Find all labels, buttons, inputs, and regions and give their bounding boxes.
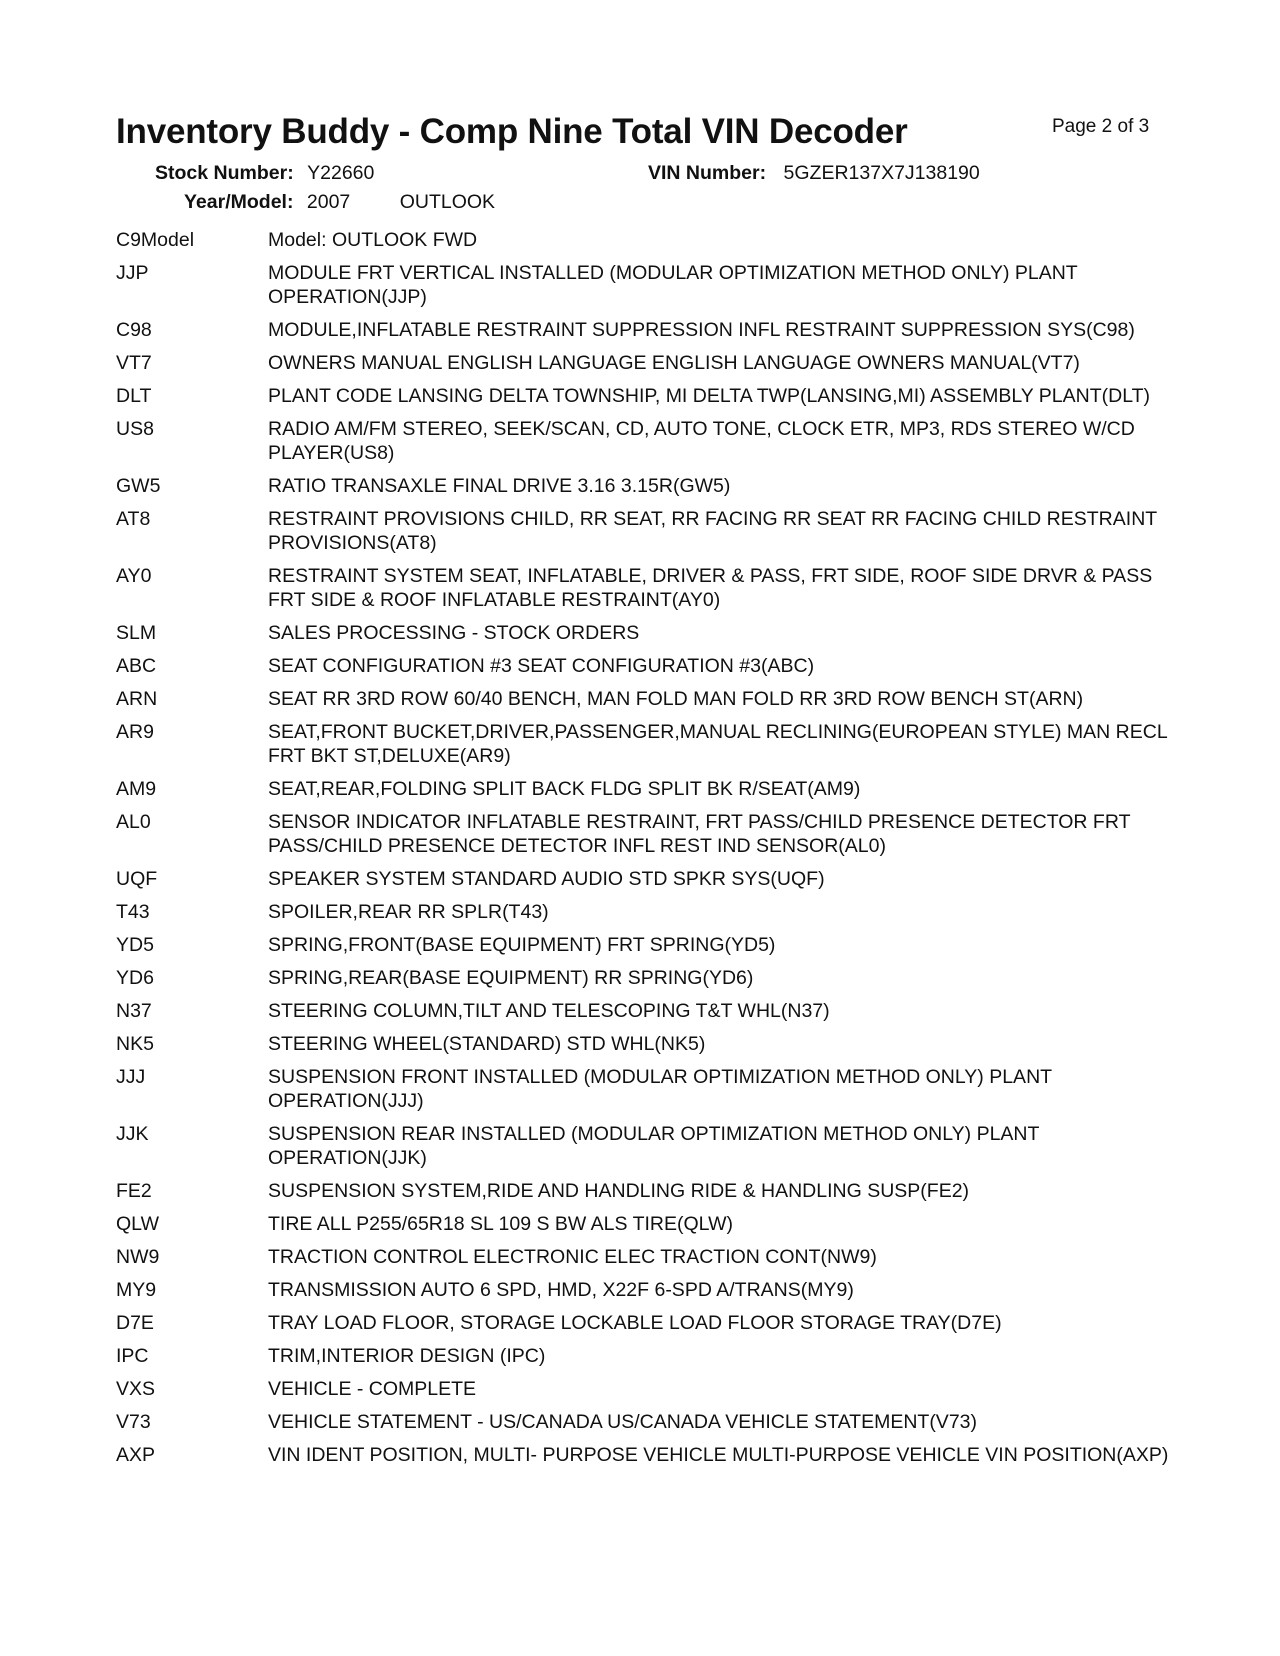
option-description: SEAT,FRONT BUCKET,DRIVER,PASSENGER,MANUAL RECLINING(EUROPEAN STYLE) MAN RECL FRT BKT ST,DELUXE(AR9) <box>268 721 1167 767</box>
option-code: AL0 <box>116 811 151 833</box>
option-description: VEHICLE - COMPLETE <box>268 1378 477 1400</box>
option-code-row <box>116 474 1176 498</box>
option-description: VEHICLE STATEMENT - US/CANADA US/CANADA VEHICLE STATEMENT(V73) <box>268 1411 977 1433</box>
option-description: STEERING COLUMN,TILT AND TELESCOPING T&T WHL(N37) <box>268 1000 830 1022</box>
option-description: SPRING,REAR(BASE EQUIPMENT) RR SPRING(YD6) <box>268 967 754 989</box>
option-description: SPRING,FRONT(BASE EQUIPMENT) FRT SPRING(YD5) <box>268 934 776 956</box>
option-code-row <box>116 351 1176 375</box>
option-code: UQF <box>116 868 158 890</box>
option-code: US8 <box>116 418 154 440</box>
option-code: MY9 <box>116 1279 157 1301</box>
option-description: SALES PROCESSING - STOCK ORDERS <box>268 622 640 644</box>
option-code: AR9 <box>116 721 154 743</box>
option-description: MODULE,INFLATABLE RESTRAINT SUPPRESSION INFL RESTRAINT SUPPRESSION SYS(C98) <box>268 319 1135 341</box>
option-description: Model: OUTLOOK FWD <box>268 229 478 251</box>
option-code-row <box>116 810 1176 858</box>
option-description: SUSPENSION FRONT INSTALLED (MODULAR OPTIMIZATION METHOD ONLY) PLANT OPERATION(JJJ) <box>268 1066 1052 1112</box>
option-code-row <box>116 564 1176 612</box>
option-code-row <box>116 1065 1176 1113</box>
option-code: YD5 <box>116 934 154 956</box>
option-code-row <box>116 867 1176 891</box>
option-code: D7E <box>116 1312 154 1334</box>
option-code-row <box>116 417 1176 465</box>
year-model-field <box>184 191 495 214</box>
option-description: SUSPENSION SYSTEM,RIDE AND HANDLING RIDE & HANDLING SUSP(FE2) <box>268 1180 970 1202</box>
option-code: VT7 <box>116 352 152 374</box>
year-value: 2007 <box>306 191 351 213</box>
option-code: NW9 <box>116 1246 160 1268</box>
option-code: AT8 <box>116 508 151 530</box>
option-description: TRACTION CONTROL ELECTRONIC ELEC TRACTION CONT(NW9) <box>268 1246 877 1268</box>
year-model-label: Year/Model: <box>184 191 294 213</box>
option-description: RATIO TRANSAXLE FINAL DRIVE 3.16 3.15R(GW5) <box>268 475 731 497</box>
option-code-row <box>116 1410 1176 1434</box>
option-code: DLT <box>116 385 152 407</box>
option-code: JJJ <box>116 1066 146 1088</box>
option-code: C9Model <box>116 229 195 251</box>
option-description: SENSOR INDICATOR INFLATABLE RESTRAINT, FRT PASS/CHILD PRESENCE DETECTOR FRT PASS/CHILD PRESENCE DETECTOR INFL REST IND SENSOR(AL0) <box>268 811 1131 857</box>
option-code-row <box>116 1212 1176 1236</box>
option-code-row <box>116 228 1176 252</box>
option-description: MODULE FRT VERTICAL INSTALLED (MODULAR OPTIMIZATION METHOD ONLY) PLANT OPERATION(JJP) <box>268 262 1078 308</box>
option-code-row <box>116 999 1176 1023</box>
vin-number-value: 5GZER137X7J138190 <box>783 162 980 184</box>
option-code: GW5 <box>116 475 161 497</box>
option-code-list <box>116 228 1176 1476</box>
page-number: Page 2 of 3 <box>1052 116 1150 137</box>
option-code: AY0 <box>116 565 152 587</box>
option-description: SPOILER,REAR RR SPLR(T43) <box>268 901 549 923</box>
option-code-row <box>116 687 1176 711</box>
option-code-row <box>116 1179 1176 1203</box>
option-code-row <box>116 720 1176 768</box>
option-code: JJK <box>116 1123 149 1145</box>
option-code: JJP <box>116 262 149 284</box>
option-code: FE2 <box>116 1180 152 1202</box>
option-code-row <box>116 1122 1176 1170</box>
option-code: T43 <box>116 901 150 923</box>
option-code-row <box>116 1377 1176 1401</box>
option-code: AXP <box>116 1444 156 1466</box>
option-description: VIN IDENT POSITION, MULTI- PURPOSE VEHICLE MULTI-PURPOSE VEHICLE VIN POSITION(AXP) <box>268 1444 1169 1466</box>
option-code: QLW <box>116 1213 159 1235</box>
option-code: VXS <box>116 1378 156 1400</box>
option-code: V73 <box>116 1411 151 1433</box>
option-code-row <box>116 1443 1176 1467</box>
option-description: SPEAKER SYSTEM STANDARD AUDIO STD SPKR SYS(UQF) <box>268 868 825 890</box>
option-code-row <box>116 1311 1176 1335</box>
option-code-row <box>116 654 1176 678</box>
option-code-row <box>116 777 1176 801</box>
stock-number-label: Stock Number: <box>155 162 294 184</box>
option-code-row <box>116 621 1176 645</box>
model-value: OUTLOOK <box>399 191 496 213</box>
option-description: PLANT CODE LANSING DELTA TOWNSHIP, MI DELTA TWP(LANSING,MI) ASSEMBLY PLANT(DLT) <box>268 385 1151 407</box>
vin-number-field <box>648 162 980 185</box>
option-description: SEAT RR 3RD ROW 60/40 BENCH, MAN FOLD MAN FOLD RR 3RD ROW BENCH ST(ARN) <box>268 688 1084 710</box>
option-code-row <box>116 933 1176 957</box>
option-code-row <box>116 1278 1176 1302</box>
option-code: IPC <box>116 1345 149 1367</box>
stock-number-value: Y22660 <box>307 162 375 184</box>
option-code-row <box>116 1344 1176 1368</box>
option-description: RADIO AM/FM STEREO, SEEK/SCAN, CD, AUTO TONE, CLOCK ETR, MP3, RDS STEREO W/CD PLAYER(US8) <box>268 418 1135 464</box>
option-code: ABC <box>116 655 157 677</box>
stock-number-field <box>155 162 374 185</box>
option-code: ARN <box>116 688 158 710</box>
option-code: SLM <box>116 622 157 644</box>
option-code-row <box>116 900 1176 924</box>
option-code-row <box>116 318 1176 342</box>
option-description: RESTRAINT SYSTEM SEAT, INFLATABLE, DRIVER & PASS, FRT SIDE, ROOF SIDE DRVR & PASS FRT SIDE & ROOF INFLATABLE RESTRAINT(AY0) <box>268 565 1153 611</box>
option-code: AM9 <box>116 778 157 800</box>
option-code-row <box>116 507 1176 555</box>
option-description: SUSPENSION REAR INSTALLED (MODULAR OPTIMIZATION METHOD ONLY) PLANT OPERATION(JJK) <box>268 1123 1040 1169</box>
option-description: STEERING WHEEL(STANDARD) STD WHL(NK5) <box>268 1033 706 1055</box>
option-description: TRAY LOAD FLOOR, STORAGE LOCKABLE LOAD FLOOR STORAGE TRAY(D7E) <box>268 1312 1002 1334</box>
option-code: YD6 <box>116 967 154 989</box>
option-description: SEAT,REAR,FOLDING SPLIT BACK FLDG SPLIT BK R/SEAT(AM9) <box>268 778 861 800</box>
option-description: TIRE ALL P255/65R18 SL 109 S BW ALS TIRE(QLW) <box>268 1213 733 1235</box>
option-code-row <box>116 261 1176 309</box>
option-code: C98 <box>116 319 152 341</box>
option-code-row <box>116 1032 1176 1056</box>
option-description: TRANSMISSION AUTO 6 SPD, HMD, X22F 6-SPD A/TRANS(MY9) <box>268 1279 854 1301</box>
option-code-row <box>116 384 1176 408</box>
option-code-row <box>116 1245 1176 1269</box>
option-description: TRIM,INTERIOR DESIGN (IPC) <box>268 1345 546 1367</box>
vin-number-label: VIN Number: <box>648 162 767 184</box>
page-title: Inventory Buddy - Comp Nine Total VIN Decoder <box>116 112 908 151</box>
option-code: NK5 <box>116 1033 154 1055</box>
option-code-row <box>116 966 1176 990</box>
option-code: N37 <box>116 1000 152 1022</box>
option-description: OWNERS MANUAL ENGLISH LANGUAGE ENGLISH LANGUAGE OWNERS MANUAL(VT7) <box>268 352 1080 374</box>
option-description: RESTRAINT PROVISIONS CHILD, RR SEAT, RR FACING RR SEAT RR FACING CHILD RESTRAINT PROVISIONS(AT8) <box>268 508 1157 554</box>
option-description: SEAT CONFIGURATION #3 SEAT CONFIGURATION #3(ABC) <box>268 655 815 677</box>
